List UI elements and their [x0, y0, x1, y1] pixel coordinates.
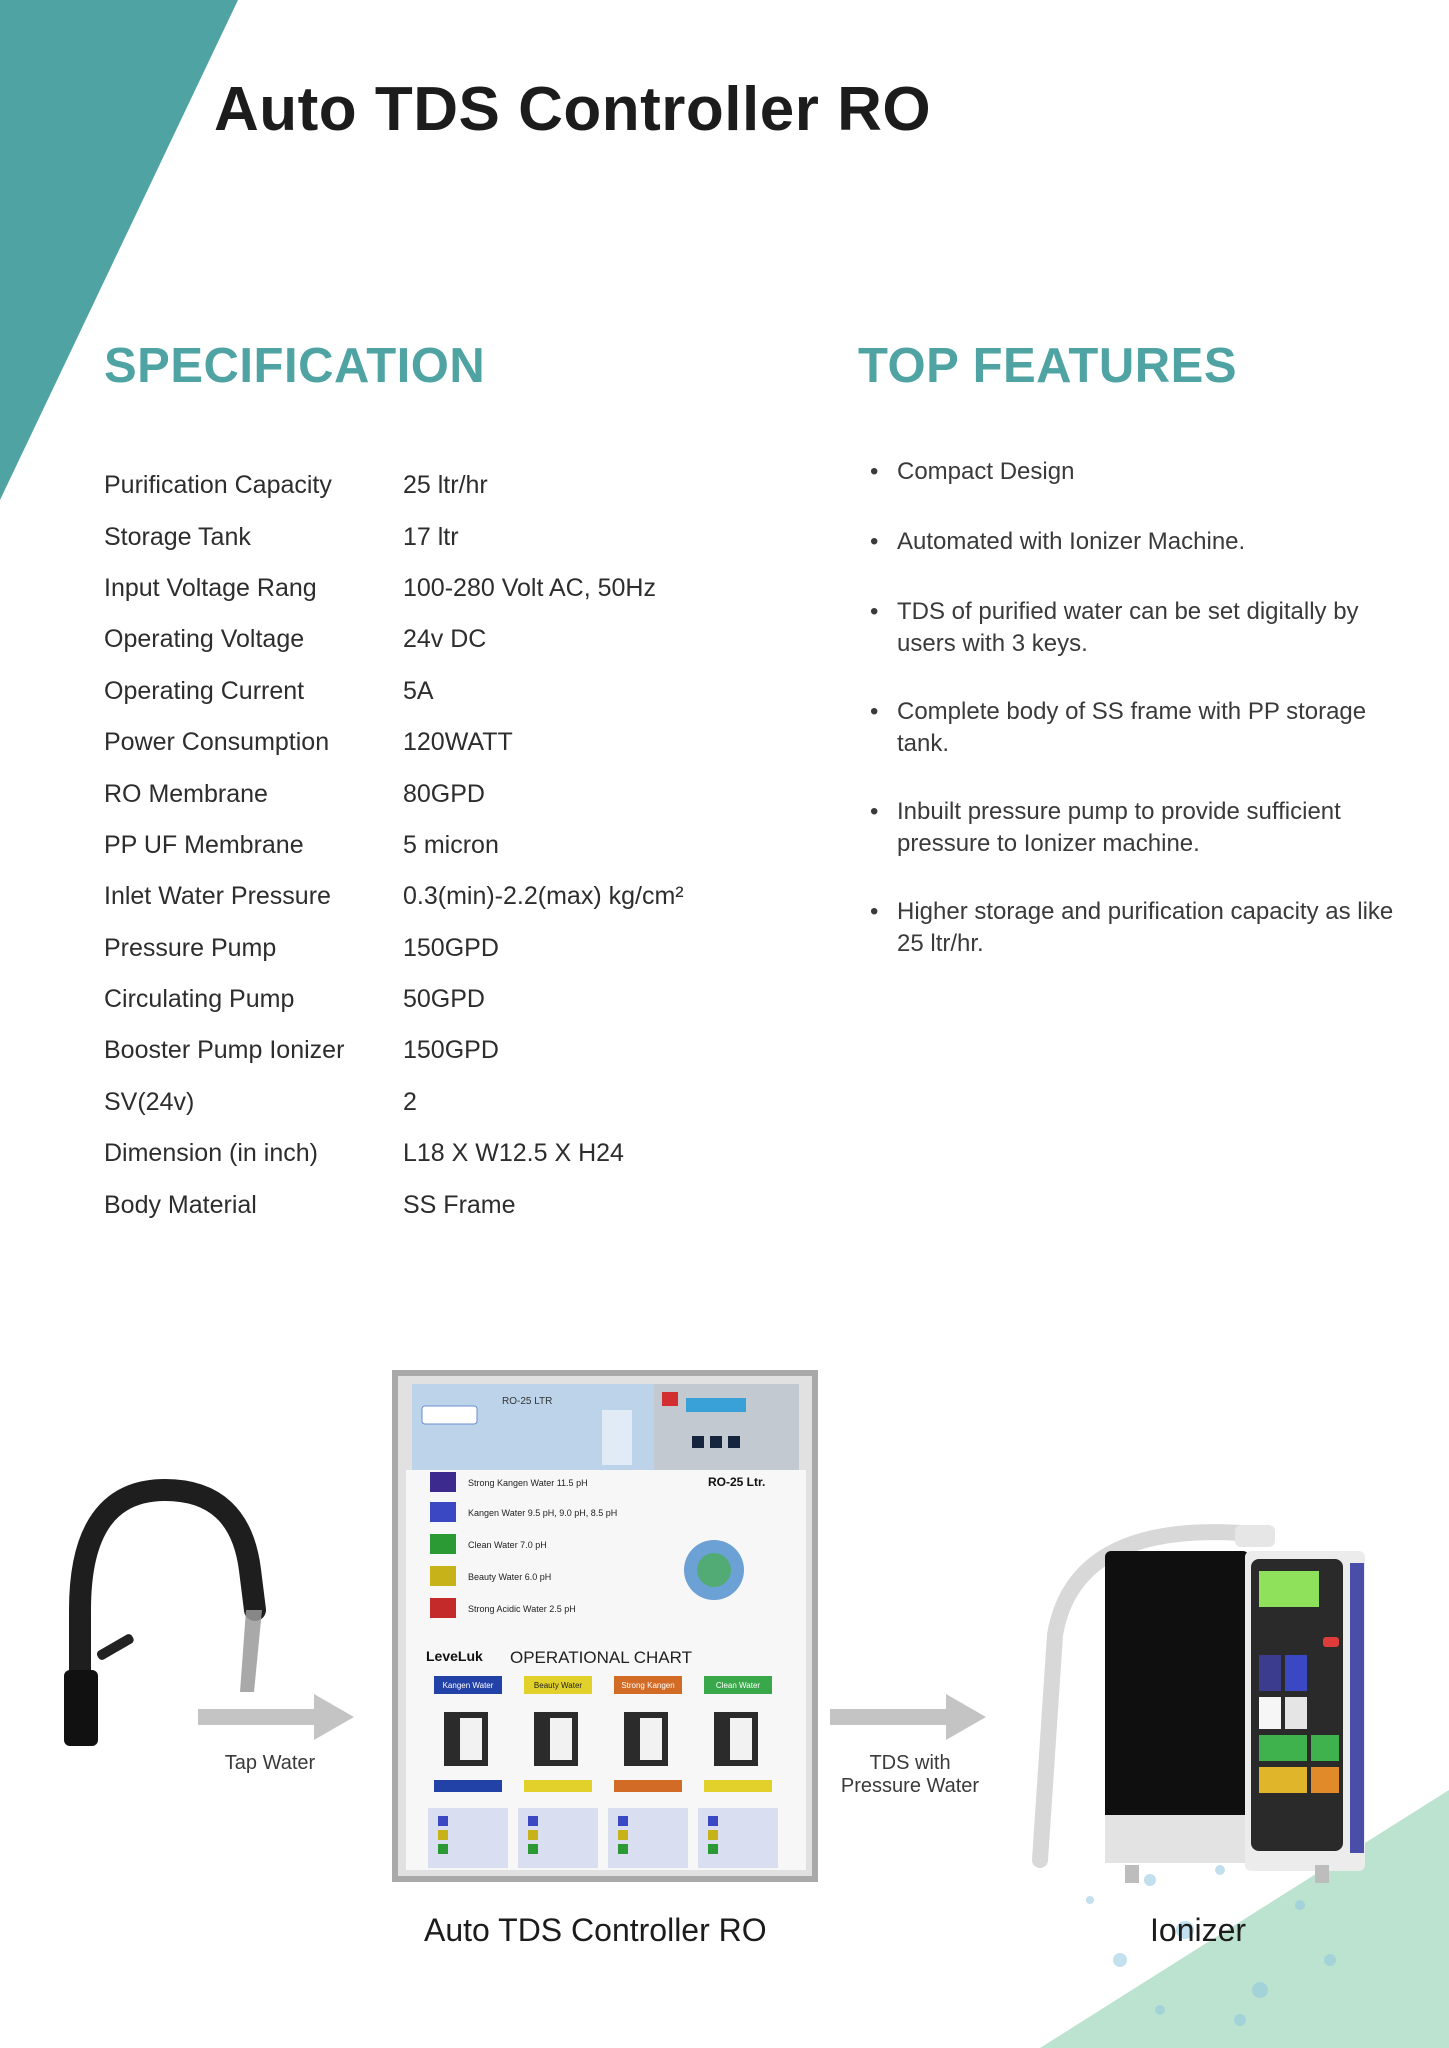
spec-label: Power Consumption: [104, 728, 330, 757]
water-type-text: Beauty Water 6.0 pH: [468, 1572, 552, 1582]
water-type-text: Clean Water 7.0 pH: [468, 1540, 547, 1550]
ro-model-badge: RO-25 Ltr.: [708, 1475, 766, 1489]
spec-label: PP UF Membrane: [104, 830, 304, 859]
ionizer-caption: Ionizer: [1150, 1912, 1247, 1948]
arrow-right-icon: [198, 1692, 356, 1742]
feature-item: • Complete body of SS frame with PP storage tank.: [870, 696, 1410, 760]
spec-row: [104, 923, 784, 974]
spec-label: Input Voltage Rang: [104, 573, 317, 602]
feature-item: • Higher storage and purification capacity as like 25 ltr/hr.: [870, 896, 1410, 960]
column-label: Strong Kangen: [621, 1681, 675, 1690]
spec-value: 100-280 Volt AC, 50Hz: [403, 573, 656, 602]
ionizer-machine-image: [1015, 1515, 1385, 1895]
water-type-text: Kangen Water 9.5 pH, 9.0 pH, 8.5 pH: [468, 1508, 618, 1518]
spec-table: [104, 460, 784, 1231]
spec-row: [104, 511, 784, 562]
spec-row: [104, 614, 784, 665]
spec-value: 0.3(min)-2.2(max) kg/cm²: [403, 882, 684, 911]
spec-value: SS Frame: [403, 1190, 516, 1219]
spec-value: 17 ltr: [403, 522, 459, 551]
arrow-right-icon: [830, 1692, 988, 1742]
spec-value: 150GPD: [403, 933, 499, 962]
spec-row: [104, 820, 784, 871]
spec-row: [104, 717, 784, 768]
features-list: [870, 456, 1410, 960]
spec-label: Body Material: [104, 1190, 257, 1219]
spec-row: [104, 563, 784, 614]
spec-label: Pressure Pump: [104, 933, 277, 962]
spec-value: 24v DC: [403, 625, 487, 654]
spec-row: [104, 974, 784, 1025]
spec-label: Inlet Water Pressure: [104, 882, 331, 911]
column-label: Clean Water: [715, 1681, 761, 1690]
spec-row: [104, 1025, 784, 1076]
water-type-text: Strong Acidic Water 2.5 pH: [468, 1604, 576, 1614]
feature-item: • Automated with Ionizer Machine.: [870, 526, 1410, 558]
pressure-label-line1: TDS with: [869, 1752, 951, 1774]
water-type-text: Strong Kangen Water 11.5 pH: [468, 1478, 588, 1488]
specification-heading: SPECIFICATION: [104, 339, 486, 393]
spec-row: [104, 871, 784, 922]
spec-label: Dimension (in inch): [104, 1139, 318, 1168]
spec-value: 2: [403, 1087, 417, 1116]
pressure-label-line2: Pressure Water: [840, 1775, 980, 1797]
spec-value: 5 micron: [403, 830, 499, 859]
page-title: Auto TDS Controller RO: [214, 75, 932, 144]
ro-model-text: RO-25 LTR: [502, 1396, 553, 1407]
spec-row: [104, 1179, 784, 1230]
spec-row: [104, 666, 784, 717]
spec-value: 25 ltr/hr: [403, 471, 488, 500]
feature-item: • Compact Design: [870, 456, 1410, 488]
spec-label: Storage Tank: [104, 522, 251, 551]
spec-row: [104, 768, 784, 819]
spec-value: 5A: [403, 676, 434, 705]
feature-item: • TDS of purified water can be set digitally by users with 3 keys.: [870, 596, 1410, 660]
features-heading: TOP FEATURES: [858, 339, 1238, 393]
spec-label: Purification Capacity: [104, 471, 332, 500]
spec-label: Operating Current: [104, 676, 305, 705]
feature-item: • Inbuilt pressure pump to provide sufficient pressure to Ionizer machine.: [870, 796, 1410, 860]
spec-value: L18 X W12.5 X H24: [403, 1139, 624, 1168]
column-label: Beauty Water: [533, 1681, 583, 1690]
spec-label: Booster Pump Ionizer: [104, 1036, 345, 1065]
spec-label: SV(24v): [104, 1087, 195, 1116]
spec-row: [104, 1128, 784, 1179]
ro-machine-image: [392, 1370, 818, 1882]
spec-label: Operating Voltage: [104, 625, 305, 654]
ro-caption: Auto TDS Controller RO: [424, 1912, 767, 1948]
spec-value: 80GPD: [403, 779, 485, 808]
operational-chart-title: OPERATIONAL CHART: [510, 1648, 692, 1667]
pressure-water-label: [820, 1752, 1000, 1798]
tap-water-label: Tap Water: [224, 1752, 316, 1774]
spec-value: 120WATT: [403, 728, 513, 757]
spec-label: RO Membrane: [104, 779, 268, 808]
spec-row: [104, 1077, 784, 1128]
brand-text: LeveLuk: [426, 1648, 483, 1664]
column-label: Kangen Water: [442, 1681, 494, 1690]
spec-value: 150GPD: [403, 1036, 499, 1065]
spec-label: Circulating Pump: [104, 985, 295, 1014]
spec-value: 50GPD: [403, 985, 485, 1014]
spec-row: [104, 460, 784, 511]
